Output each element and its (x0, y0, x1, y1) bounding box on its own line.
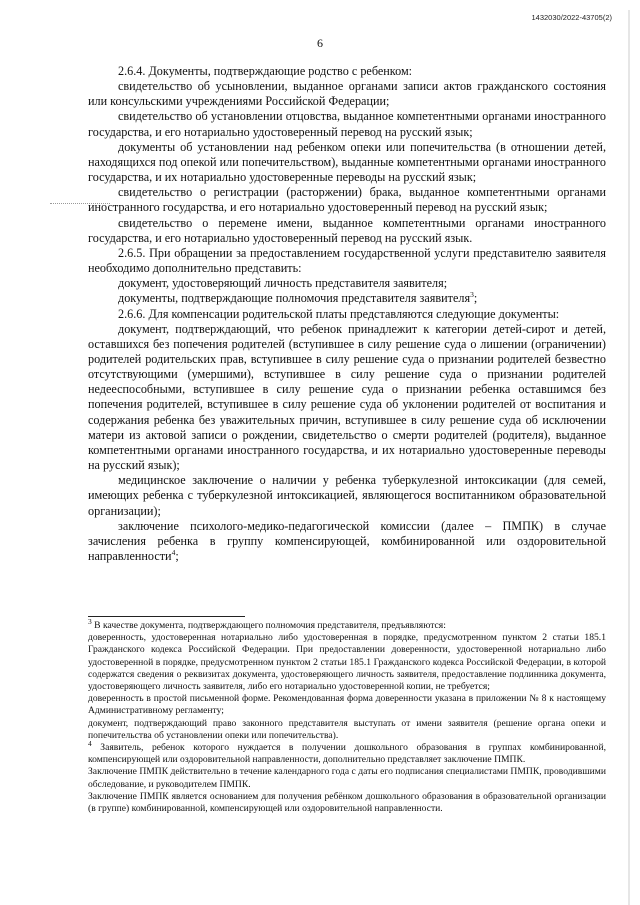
document-body (88, 64, 606, 564)
paragraph-tail: ; (473, 291, 478, 306)
scan-edge-shadow (628, 10, 630, 905)
paragraph: свидетельство об установлении отцовства, выданное компетентными органами иностранного государства, и его нотариально удостоверенный перевод на русский язык; (88, 109, 606, 139)
footnote-text: В качестве документа, подтверждающего полномочия представителя, предъявляются: (91, 620, 446, 631)
paragraph: свидетельство об усыновлении, выданное органами записи актов гражданского состояния или консульскими учреждениями Российской Федерации; (88, 79, 606, 109)
footnote-text: Заявитель, ребенок которого нуждается в получении дошкольного образования в группах комбинированной, компенсирующей или оздоровительной направленности, дополнительно представляет заключение ПМПК. (88, 742, 606, 766)
footnotes (88, 616, 606, 815)
paragraph: 2.6.4. Документы, подтверждающие родство с ребенком: (118, 64, 413, 78)
paragraph (88, 291, 606, 306)
footnote-ref: 3 (470, 290, 474, 300)
footnote-line: доверенность, удостоверенная нотариально либо удостоверенная в порядке, предусмотренном пунктом 2 статьи 185.1 Гражданского кодекса Российской Федерации. При предоставлении доверенности, удостоверенной нотариально либо удостоверенной в порядке, предусмотренном пунктом 2 статьи 185.1 Гражданского кодекса Российской Федерации, в которой содержатся сведения о реквизитах документа, удостоверяющего личность заявителя, предоставление подлинника документа, удостоверяющего личность заявителя, либо его нотариально удостоверенной копии, не требуется; (88, 632, 606, 693)
footnote-4 (88, 738, 606, 766)
paragraph: свидетельство о регистрации (расторжении) брака, выданное компетентными органами иностранного государства, и его нотариально удостоверенный перевод на русский язык; (88, 185, 606, 215)
footnote-3 (88, 616, 606, 632)
paragraph-text: документы, подтверждающие полномочия представителя заявителя (118, 291, 471, 306)
paragraph-tail: ; (175, 549, 179, 563)
footnote-mark: 4 (88, 738, 92, 748)
footnote-line: доверенность в простой письменной форме. Рекомендованная форма доверенности указана в приложении № 8 к настоящему Административному регламенту; (88, 693, 606, 717)
paragraph: свидетельство о перемене имени, выданное компетентными органами иностранного государства, и его нотариально удостоверенный перевод на русский язык. (88, 215, 606, 245)
paragraph: 2.6.6. Для компенсации родительской платы представляются следующие документы: (118, 306, 560, 321)
footnote-ref: 4 (171, 547, 176, 557)
footnote-line: Заключение ПМПК является основанием для получения ребёнком дошкольного образования в образовательной организации (в группе) комбинированной, компенсирующей или оздоровительной направленности. (88, 790, 606, 815)
paragraph (88, 519, 606, 564)
footnote-mark: 3 (88, 616, 92, 626)
paragraph: медицинское заключение о наличии у ребенка туберкулезной интоксикации (для семей, имеющих ребенка с туберкулезной интоксикацией, являющегося воспитанником образовательной организации); (88, 473, 606, 518)
footnote-line: Заключение ПМПК действительно в течение календарного года с даты его подписания специалистами ПМПК, проводившими обследование, и руководителем ПМПК. (88, 766, 606, 790)
document-id: 1432030/2022-43705(2) (531, 13, 612, 22)
paragraph: 2.6.5. При обращении за предоставлением государственной услуги представителю заявителя необходимо дополнительно представить: (88, 245, 606, 276)
paragraph-text: заключение психолого-медико-педагогической комиссии (далее – ПМПК) в случае зачисления ребенка в группу компенсирующей, комбинированной или оздоровительной направленности (88, 518, 606, 563)
page-number: 6 (317, 36, 323, 50)
footnote-separator (88, 616, 245, 617)
paragraph: документ, подтверждающий, что ребенок принадлежит к категории детей-сирот и детей, оставшихся без попечения родителей (вступившее в силу решение суда о лишении (ограничении) родителей родительских прав, вступившее в силу решение суда о признании родителей безвестно отсутствующими (умершими), вступившее в силу решение суда о признании родителей недееспособными, вступившее в силу решение суда о признании ребенка оставшимся без попечения родителей, вступившее в силу решение суда об уклонении родителей от воспитания и содержания ребенка без уважительных причин, вступившее в силу решение суда об исключении матери из актовой записи о рождении, свидетельство о смерти родителей (родителя), выданное компетентными органами иностранного государства, и их нотариально удостоверенные переводы на русский язык); (88, 321, 606, 473)
paragraph: документы об установлении над ребенком опеки или попечительства (в отношении детей, находящихся под опекой или попечительством), выданные компетентными органами иностранного государства, и их нотариально удостоверенные переводы на русский язык; (88, 139, 606, 185)
footnote-line: документ, подтверждающий право законного представителя выступать от имени заявителя (решение органа опеки и попечительства об установлении опеки или попечительства). (88, 717, 606, 741)
paragraph: документ, удостоверяющий личность представителя заявителя; (118, 276, 448, 291)
